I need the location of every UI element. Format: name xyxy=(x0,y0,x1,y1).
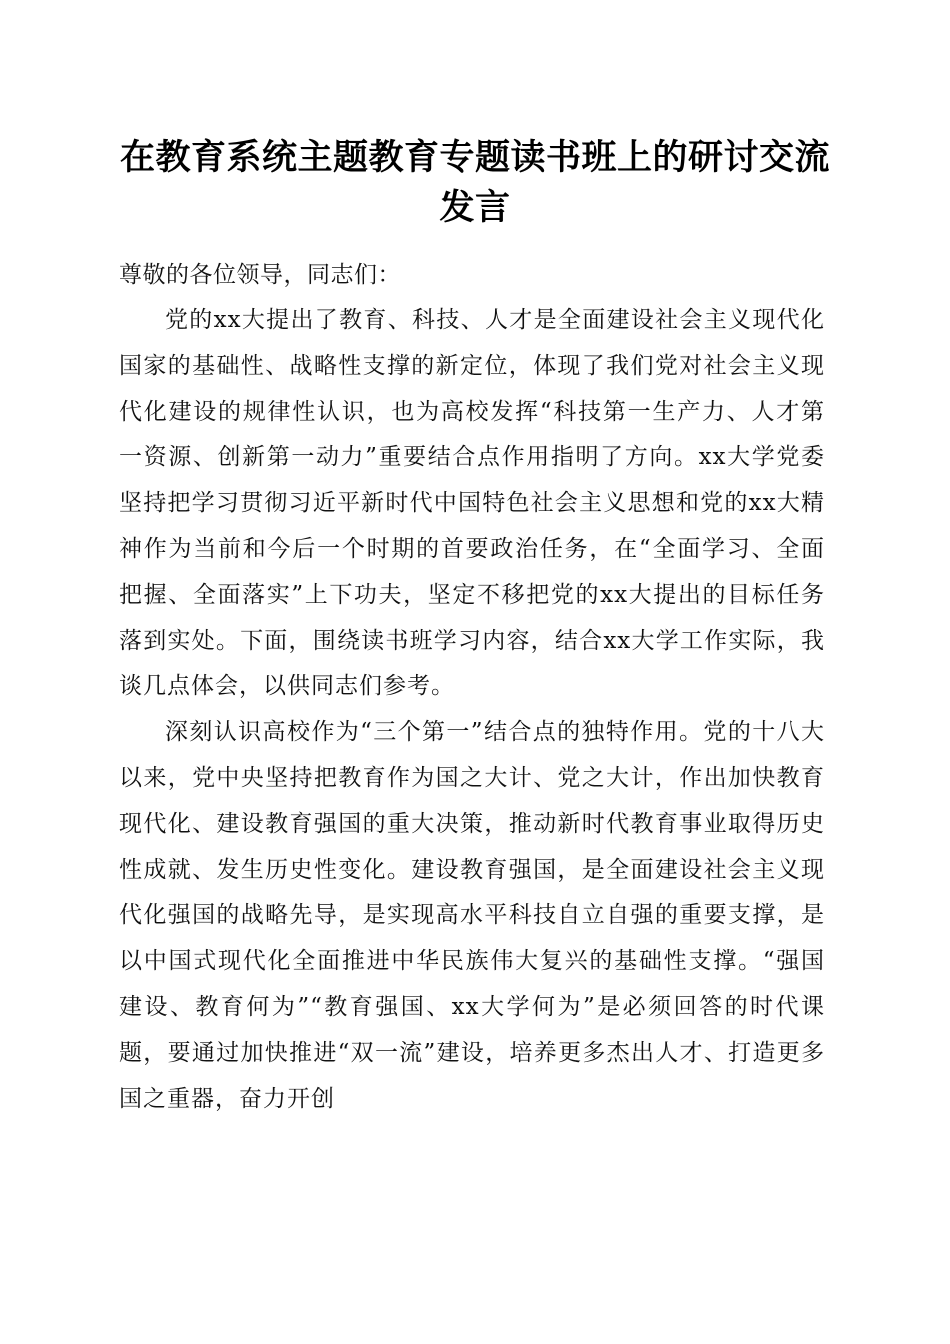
paragraph-role-of-universities: 深刻认识高校作为“三个第一”结合点的独特作用。党的十八大以来，党中央坚持把教育作为国之大计、党之大计，作出加快教育现代化、建设教育强国的重大决策，推动新时代教育事业取得历史性成就、发生历史性变化。建设教育强国，是全面建设社会主义现代化强国的战略先导，是实现高水平科技自立自强的重要支撑，是以中国式现代化全面推进中华民族伟大复兴的基础性支撑。“强国建设、教育何为”“教育强国、xx大学何为”是必须回答的时代课题，要通过加快推进“双一流”建设，培养更多杰出人才、打造更多国之重器，奋力开创 xyxy=(119,719,825,1112)
document-title: 在教育系统主题教育专题读书班上的研讨交流发言 xyxy=(119,137,830,228)
salutation: 尊敬的各位领导，同志们： xyxy=(119,262,401,288)
document-body xyxy=(119,253,825,1122)
paragraph-intro: 党的xx大提出了教育、科技、人才是全面建设社会主义现代化国家的基础性、战略性支撑的新定位，体现了我们党对社会主义现代化建设的规律性认识，也为高校发挥“科技第一生产力、人才第一资源、创新第一动力”重要结合点作用指明了方向。xx大学党委坚持把学习贯彻习近平新时代中国特色社会主义思想和党的xx大精神作为当前和今后一个时期的首要政治任务，在“全面学习、全面把握、全面落实”上下功夫，坚定不移把党的xx大提出的目标任务落到实处。下面，围绕读书班学习内容，结合xx大学工作实际，我谈几点体会，以供同志们参考。 xyxy=(119,307,825,700)
